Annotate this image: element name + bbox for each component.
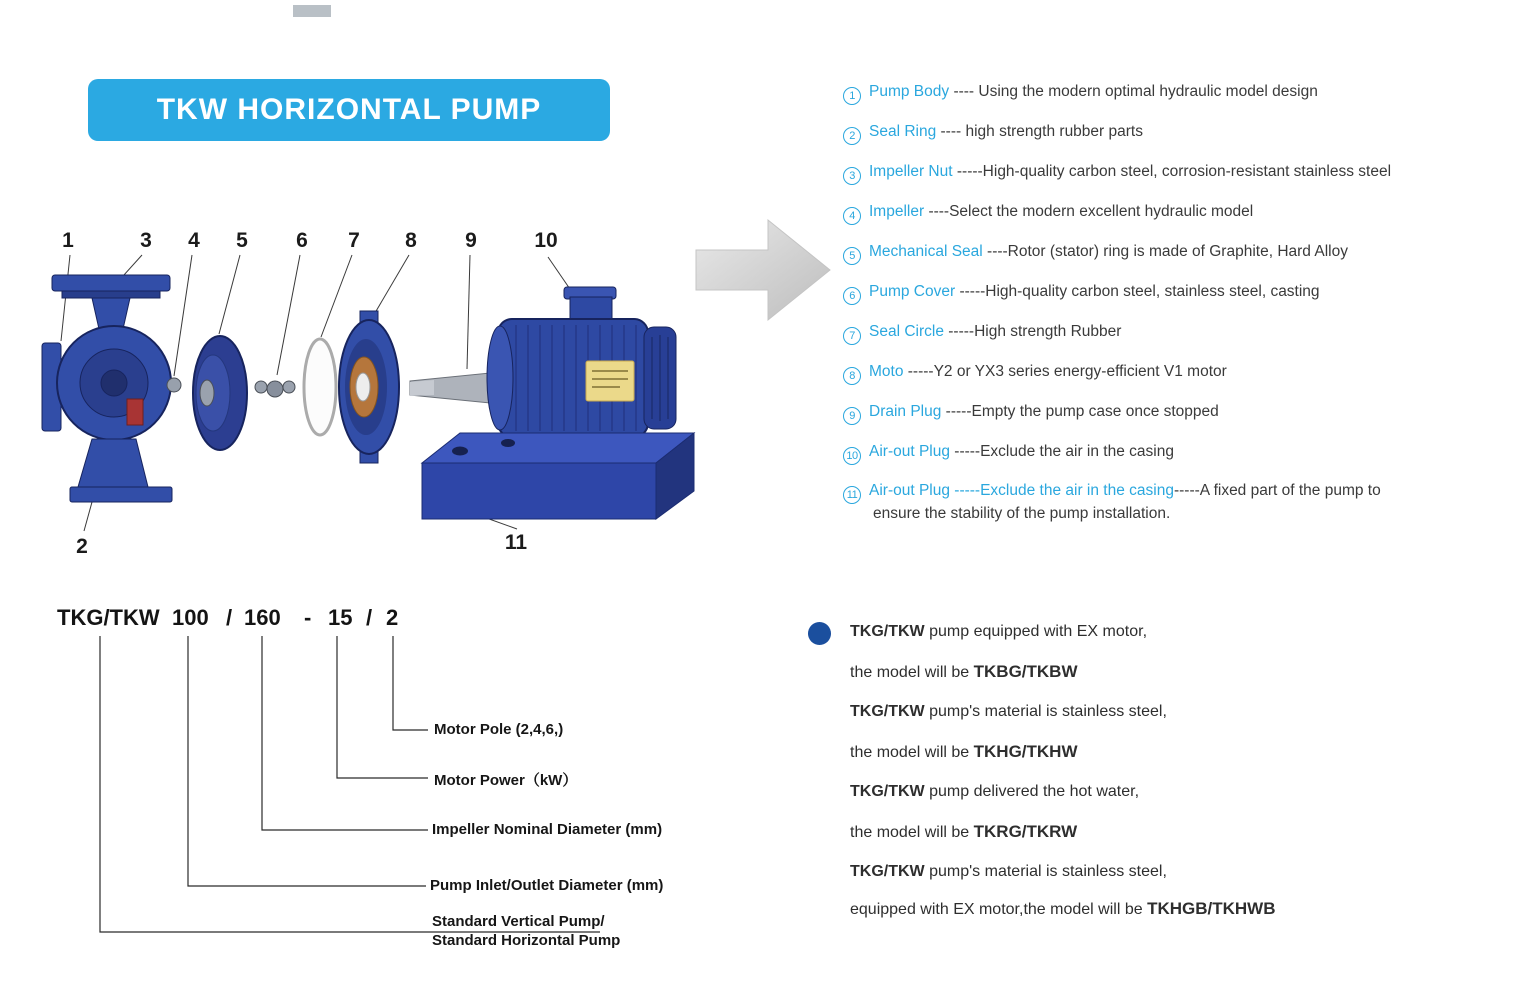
parts-list-item — [843, 272, 1508, 312]
part-name: Air-out Plug — [869, 443, 950, 460]
callout-8: 8 — [405, 229, 417, 252]
callout-1: 1 — [62, 229, 74, 252]
model-motor-pole: 2 — [386, 605, 399, 630]
callout-10: 10 — [534, 229, 558, 252]
bullet-dot — [808, 622, 831, 645]
note-series: TKG/TKW — [850, 703, 925, 720]
note-series: TKG/TKW — [850, 863, 925, 880]
model-separator: / — [366, 605, 373, 630]
part-name: Pump Body — [869, 83, 950, 100]
pump-body-part — [42, 275, 172, 502]
callout-7: 7 — [348, 229, 360, 252]
model-variant-notes — [806, 612, 1406, 926]
part-number-badge: 8 — [843, 367, 861, 385]
part-description-continued: ensure the stability of the pump installation. — [873, 505, 1171, 522]
part-number-badge: 3 — [843, 167, 861, 185]
part-name: Drain Plug — [869, 403, 942, 420]
seal-circle-part — [304, 339, 336, 435]
note-line — [850, 812, 1406, 852]
model-label-series-line2: Standard Horizontal Pump — [432, 932, 621, 949]
note-model: TKHG/TKHW — [973, 742, 1078, 761]
pump-nameplate — [127, 399, 143, 425]
arrow-right-graphic — [688, 198, 838, 343]
note-text: pump's material is stainless steel, — [924, 863, 1167, 880]
model-nomenclature — [40, 600, 770, 990]
note-model: TKHGB/TKHWB — [1147, 899, 1276, 918]
callout-2: 2 — [76, 535, 88, 558]
motor-shaft — [410, 372, 500, 404]
part-description: ---- Using the modern optimal hydraulic model design — [949, 83, 1318, 100]
part-description: -----High strength Rubber — [943, 323, 1122, 340]
part-description: -----Exclude the air in the casing — [949, 443, 1174, 460]
note-text: the model will be — [850, 744, 974, 761]
note-line — [850, 852, 1406, 892]
mechanical-seal-parts — [255, 381, 295, 397]
callout-5: 5 — [236, 229, 248, 252]
part-description: -----Empty the pump case once stopped — [941, 403, 1219, 420]
part-number-badge: 11 — [843, 486, 861, 504]
part-description-blue: -----Exclude the air in the casing — [949, 482, 1174, 499]
part-number-badge: 1 — [843, 87, 861, 105]
part-number-badge: 2 — [843, 127, 861, 145]
impeller-part — [193, 336, 247, 450]
part-name: Seal Ring — [869, 123, 937, 140]
parts-list-item — [843, 72, 1508, 112]
parts-list — [843, 72, 1508, 524]
part-number-badge: 7 — [843, 327, 861, 345]
callout-11: 11 — [504, 531, 528, 554]
impeller-nut-part — [167, 378, 181, 392]
part-number-badge: 10 — [843, 447, 861, 465]
note-model: TKRG/TKRW — [973, 822, 1078, 841]
base-frame-part — [422, 433, 694, 519]
motor-part — [487, 287, 676, 437]
model-inlet-diameter: 100 — [172, 605, 209, 630]
note-text: the model will be — [850, 824, 974, 841]
callout-4: 4 — [188, 229, 200, 252]
part-name: Mechanical Seal — [869, 243, 983, 260]
note-model: TKBG/TKBW — [973, 662, 1078, 681]
parts-list-item — [843, 352, 1508, 392]
part-name: Impeller Nut — [869, 163, 953, 180]
page-title: TKW HORIZONTAL PUMP — [156, 93, 542, 126]
model-separator: / — [226, 605, 233, 630]
note-text: equipped with EX motor,the model will be — [850, 901, 1148, 918]
part-number-badge: 9 — [843, 407, 861, 425]
parts-list-item — [843, 232, 1508, 272]
note-line — [850, 652, 1406, 692]
model-label-inlet-diameter: Pump Inlet/Outlet Diameter (mm) — [430, 877, 664, 894]
callout-9: 9 — [465, 229, 477, 252]
part-name: Air-out Plug — [869, 482, 950, 499]
part-name: Seal Circle — [869, 323, 944, 340]
note-line — [850, 732, 1406, 772]
model-motor-power: 15 — [328, 605, 353, 630]
model-label-series-line1: Standard Vertical Pump/ — [432, 913, 605, 930]
note-line — [850, 612, 1406, 652]
model-series: TKG/TKW — [57, 605, 160, 630]
part-description: -----High-quality carbon steel, stainless steel, casting — [955, 283, 1320, 300]
parts-list-item — [843, 192, 1508, 232]
part-name: Pump Cover — [869, 283, 956, 300]
part-description: -----Y2 or YX3 series energy-efficient V1 motor — [903, 363, 1227, 380]
part-name: Impeller — [869, 203, 925, 220]
note-series: TKG/TKW — [850, 623, 925, 640]
model-label-motor-pole: Motor Pole (2,4,6,) — [434, 721, 564, 738]
parts-list-item — [843, 432, 1508, 472]
part-description: ----Rotor (stator) ring is made of Graphite, Hard Alloy — [982, 243, 1348, 260]
title-banner — [88, 79, 610, 141]
note-line — [850, 772, 1406, 812]
part-description: -----A fixed part of the pump to — [1173, 482, 1381, 499]
parts-list-item — [843, 392, 1508, 432]
model-label-motor-power: Motor Power（kW） — [434, 772, 578, 789]
part-name: Moto — [869, 363, 904, 380]
model-label-series — [432, 912, 620, 950]
part-description: -----High-quality carbon steel, corrosion-resistant stainless steel — [952, 163, 1392, 180]
note-line — [850, 892, 1406, 926]
part-description: ---- high strength rubber parts — [936, 123, 1143, 140]
note-text: pump's material is stainless steel, — [924, 703, 1167, 720]
part-description: ----Select the modern excellent hydraulic model — [924, 203, 1254, 220]
note-text: the model will be — [850, 664, 974, 681]
part-number-badge: 4 — [843, 207, 861, 225]
model-separator: - — [304, 605, 312, 630]
callout-3: 3 — [140, 229, 152, 252]
callout-6: 6 — [296, 229, 308, 252]
note-line — [850, 692, 1406, 732]
pump-cover-part — [339, 311, 399, 463]
motor-nameplate — [586, 361, 634, 401]
note-text: pump equipped with EX motor, — [924, 623, 1148, 640]
parts-list-item — [843, 152, 1508, 192]
model-label-impeller-diameter: Impeller Nominal Diameter (mm) — [432, 821, 663, 838]
part-number-badge: 5 — [843, 247, 861, 265]
note-text: pump delivered the hot water, — [924, 783, 1140, 800]
model-impeller-diameter: 160 — [244, 605, 281, 630]
note-series: TKG/TKW — [850, 783, 925, 800]
part-number-badge: 6 — [843, 287, 861, 305]
parts-list-item — [843, 112, 1508, 152]
exploded-pump-diagram — [30, 215, 790, 575]
top-edge-artifact — [293, 5, 331, 17]
parts-list-item — [843, 472, 1508, 524]
parts-list-item — [843, 312, 1508, 352]
model-connector-lines — [40, 600, 770, 990]
